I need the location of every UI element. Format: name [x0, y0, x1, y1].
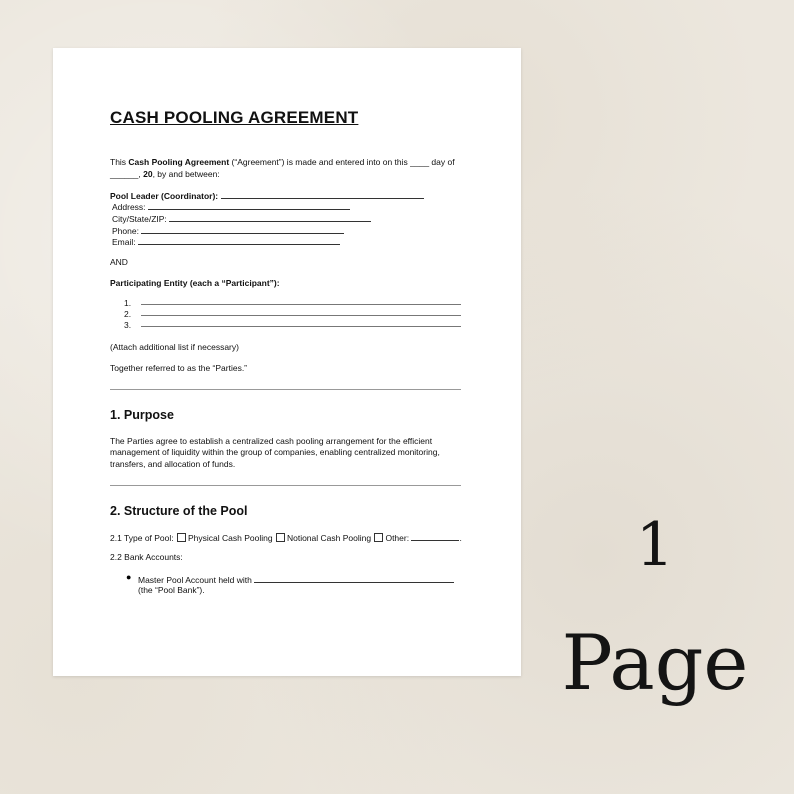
purpose-line: The Parties agree to establish a centralized cash pooling arrangement for the efficient	[110, 436, 433, 446]
phone-field[interactable]	[141, 224, 344, 234]
pool-type-row: 2.1 Type of Pool: Physical Cash Pooling Notional Cash Pooling Other: .	[110, 533, 462, 543]
page-count-word: Page	[561, 618, 749, 707]
attach-note: (Attach additional list if necessary)	[110, 342, 239, 352]
city-row: City/State/ZIP:	[112, 212, 371, 225]
participant-line-3[interactable]	[141, 326, 461, 327]
intro-line-2: ______, 20, by and between:	[110, 169, 220, 179]
city-field[interactable]	[169, 212, 371, 222]
participant-line-2[interactable]	[141, 315, 461, 316]
participant-number: 2.	[124, 309, 132, 319]
participant-number: 1.	[124, 298, 132, 308]
pool-bank-text: (the “Pool Bank”).	[138, 585, 205, 595]
together-text: Together referred to as the “Parties.”	[110, 363, 248, 373]
phone-row: Phone:	[112, 224, 344, 237]
master-account-field[interactable]	[254, 573, 454, 583]
bank-accounts-label: 2.2 Bank Accounts:	[110, 552, 183, 562]
and-text: AND	[110, 257, 128, 267]
purpose-line: management of liquidity within the group of companies, enabling centralized monitoring,	[110, 447, 440, 457]
participant-line-1[interactable]	[141, 304, 461, 305]
other-field[interactable]	[411, 531, 459, 541]
address-field[interactable]	[148, 200, 350, 210]
checkbox-physical[interactable]	[177, 533, 186, 542]
bullet-icon: ●	[126, 572, 132, 582]
email-field[interactable]	[138, 235, 340, 245]
purpose-line: transfers, and allocation of funds.	[110, 459, 236, 469]
participating-label: Participating Entity (each a “Participant”):	[110, 278, 280, 288]
pool-leader-field[interactable]	[221, 189, 424, 199]
section-1-heading: 1. Purpose	[110, 408, 174, 422]
checkbox-other[interactable]	[374, 533, 383, 542]
checkbox-notional[interactable]	[276, 533, 285, 542]
pool-leader-label: Pool Leader (Coordinator):	[110, 191, 219, 201]
document-title: CASH POOLING AGREEMENT	[110, 108, 359, 127]
divider	[110, 389, 461, 390]
section-2-heading: 2. Structure of the Pool	[110, 504, 248, 518]
intro-line-1: This Cash Pooling Agreement (“Agreement”) is made and entered into on this ____ day of	[110, 157, 455, 167]
master-account-row: Master Pool Account held with	[138, 573, 454, 586]
address-row: Address:	[112, 200, 350, 213]
page-count-number: 1	[635, 510, 675, 580]
document-page	[53, 48, 521, 676]
email-row: Email:	[112, 235, 340, 248]
divider	[110, 485, 461, 486]
participant-number: 3.	[124, 320, 132, 330]
